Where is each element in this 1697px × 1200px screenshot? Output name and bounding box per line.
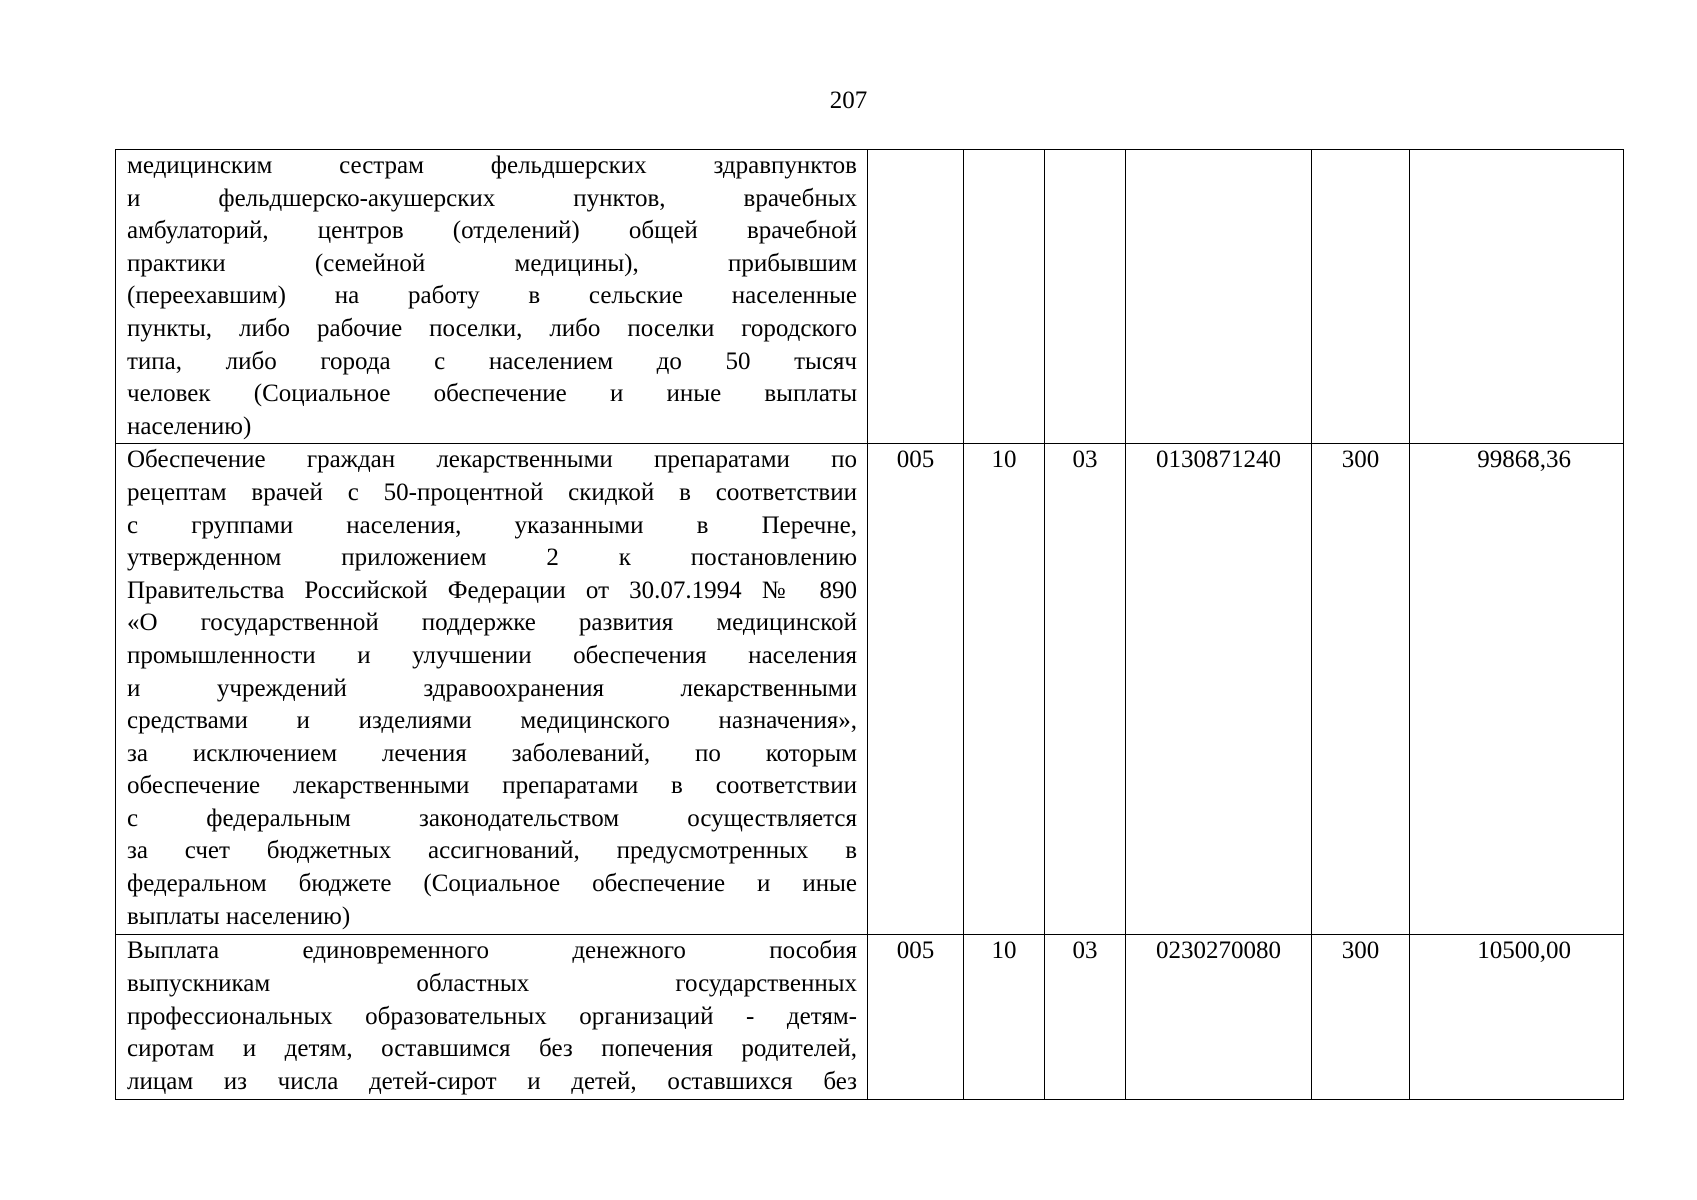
page-number: 207 — [829, 87, 868, 114]
description-line: и учреждений здравоохранения лекарственными — [127, 674, 857, 702]
target-article-cell: 0230270080 — [1126, 935, 1312, 1100]
description-line: Обеспечение граждан лекарственными препаратами по — [127, 446, 857, 474]
amount-cell: 99868,36 — [1410, 444, 1624, 935]
description-line: за исключением лечения заболеваний, по которым — [127, 739, 857, 767]
description-line: обеспечение лекарственными препаратами в соответствии — [127, 772, 857, 800]
description-line: (переехавшим) на работу в сельские населенные — [127, 282, 857, 310]
target-article-cell: 0130871240 — [1126, 444, 1312, 935]
expense-type-cell: 300 — [1312, 935, 1410, 1100]
description-line: утвержденном приложением 2 к постановлению — [127, 544, 857, 572]
description-line: «О государственной поддержке развития медицинской — [127, 609, 857, 637]
description-line: выпускникам областных государственных — [127, 969, 857, 997]
description-line: сиротам и детям, оставшимся без попечения родителей, — [127, 1035, 857, 1063]
description-line: за счет бюджетных ассигнований, предусмотренных в — [127, 837, 857, 865]
description-line: медицинским сестрам фельдшерских здравпунктов — [127, 152, 857, 179]
ministry-code-cell: 005 — [868, 935, 964, 1100]
description-line: средствами и изделиями медицинского назначения», — [127, 707, 857, 735]
description-line: выплаты населению) — [127, 902, 351, 930]
description-line: практики (семейной медицины), прибывшим — [127, 249, 857, 277]
target-article-cell — [1126, 150, 1312, 444]
budget-table — [115, 149, 1624, 1100]
description-line: профессиональных образовательных организаций - детям- — [127, 1002, 857, 1030]
description-line: типа, либо города с населением до 50 тысяч — [127, 347, 857, 375]
description-line: Правительства Российской Федерации от 30.07.1994 № 890 — [127, 576, 857, 604]
description-line: населению) — [127, 412, 252, 440]
description-line: и фельдшерско-акушерских пунктов, врачебных — [127, 184, 857, 212]
section-code-cell — [964, 150, 1045, 444]
description-line: амбулаторий, центров (отделений) общей врачебной — [127, 217, 857, 245]
table-row — [116, 935, 1624, 1100]
expense-type-cell — [1312, 150, 1410, 444]
ministry-code-cell: 005 — [868, 444, 964, 935]
description-line: промышленности и улучшении обеспечения населения — [127, 641, 857, 669]
amount-cell: 10500,00 — [1410, 935, 1624, 1100]
description-line: пункты, либо рабочие поселки, либо поселки городского — [127, 314, 857, 342]
description-line: федеральном бюджете (Социальное обеспечение и иные — [127, 870, 857, 898]
subsection-code-cell: 03 — [1045, 444, 1126, 935]
table-row — [116, 150, 1624, 444]
description-line: человек (Социальное обеспечение и иные выплаты — [127, 380, 857, 408]
expense-type-cell: 300 — [1312, 444, 1410, 935]
description-line: с федеральным законодательством осуществляется — [127, 804, 857, 832]
row-description — [116, 150, 868, 444]
subsection-code-cell — [1045, 150, 1126, 444]
section-code-cell: 10 — [964, 444, 1045, 935]
description-line: рецептам врачей с 50-процентной скидкой в соответствии — [127, 478, 857, 506]
description-line: с группами населения, указанными в Перечне, — [127, 511, 857, 539]
amount-cell — [1410, 150, 1624, 444]
row-description — [116, 444, 868, 935]
table-row — [116, 444, 1624, 935]
subsection-code-cell: 03 — [1045, 935, 1126, 1100]
ministry-code-cell — [868, 150, 964, 444]
row-description — [116, 935, 868, 1100]
description-line: Выплата единовременного денежного пособия — [127, 937, 857, 965]
description-line: лицам из числа детей-сирот и детей, оставшихся без — [127, 1067, 857, 1095]
section-code-cell: 10 — [964, 935, 1045, 1100]
